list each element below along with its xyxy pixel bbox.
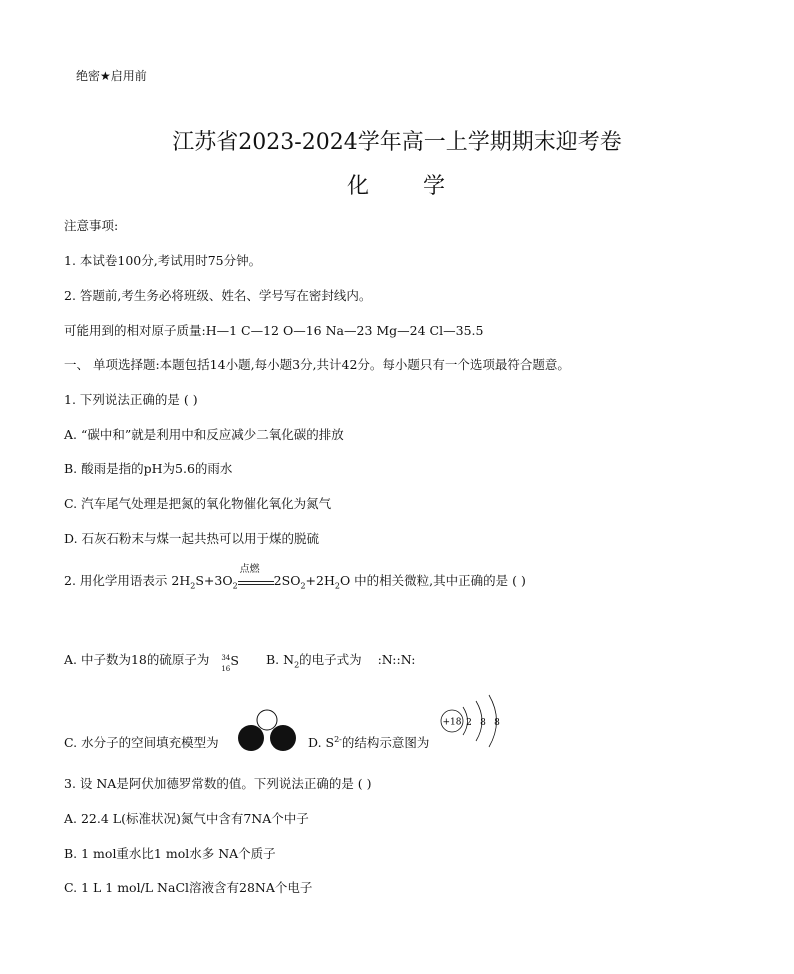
note-2: 2. 答题前,考生务必将班级、姓名、学号写在密封线内。 <box>64 288 372 303</box>
question-3-option-a: A. 22.4 L(标准状况)氮气中含有7NA个中子 <box>64 811 309 826</box>
subject-title <box>0 172 794 202</box>
shell-3-electrons: 8 <box>494 718 500 728</box>
question-2-option-d: D. $S^{2-}$的结构示意图为 <box>308 734 430 750</box>
atomic-masses: 可能用到的相对原子质量:H—1 C—12 O—16 Na—23 Mg—24 Cl—35.5 <box>64 323 484 338</box>
reaction-condition-arrow <box>238 563 274 590</box>
question-2-stem: 2. 用化学用语表示 $2H_2S+3O_2$ 点燃 $2SO_2+2H_2O$ 中的相关微粒,其中正确的是 ( ) <box>64 563 526 591</box>
sulfur-nuclide: 34 16 S <box>221 652 239 673</box>
question-2-option-a: A. 中子数为18的硫原子为 34 16 S <box>64 652 243 669</box>
nucleus-charge: +18 <box>442 717 462 728</box>
question-1-stem: 1. 下列说法正确的是 ( ) <box>64 392 198 407</box>
shell-1-electrons: 2 <box>466 718 472 728</box>
question-1-option-b: B. 酸雨是指的pH为5.6的雨水 <box>64 461 233 476</box>
subject-char-1: 化 <box>346 174 371 199</box>
question-3-option-c: C. 1 L 1 mol/L NaCl溶液含有28NA个电子 <box>64 880 313 895</box>
sulfide-ion-structure-diagram <box>438 690 508 752</box>
confidential-label: 绝密★启用前 <box>76 69 147 83</box>
shell-2-electrons: 8 <box>480 718 486 728</box>
ignition-label: 点燃 <box>239 563 260 575</box>
question-1-option-d: D. 石灰石粉末与煤一起共热可以用于煤的脱硫 <box>64 531 320 546</box>
water-space-filling-model <box>234 706 302 752</box>
question-3-stem: 3. 设 NA是阿伏加德罗常数的值。下列说法正确的是 ( ) <box>64 776 372 791</box>
exam-title: 江苏省2023-2024学年高一上学期期末迎考卷 <box>172 130 622 155</box>
question-2-option-c: C. 水分子的空间填充模型为 <box>64 735 219 750</box>
subject-char-2: 学 <box>423 174 448 199</box>
n2-electron-formula: :N::N: <box>377 652 416 667</box>
section-heading: 一、 单项选择题:本题包括14小题,每小题3分,共计42分。每小题只有一个选项最符合题意。 <box>64 357 570 372</box>
notes-heading: 注意事项: <box>64 218 119 233</box>
question-1-option-c: C. 汽车尾气处理是把氮的氧化物催化氧化为氮气 <box>64 496 332 511</box>
note-1: 1. 本试卷100分,考试用时75分钟。 <box>64 253 262 268</box>
question-2-option-b: B. $N_2$的电子式为 :N::N: <box>266 652 416 670</box>
question-1-option-a: A. “碳中和”就是利用中和反应减少二氧化碳的排放 <box>64 427 344 442</box>
question-3-option-b: B. 1 mol重水比1 mol水多 NA个质子 <box>64 846 276 861</box>
